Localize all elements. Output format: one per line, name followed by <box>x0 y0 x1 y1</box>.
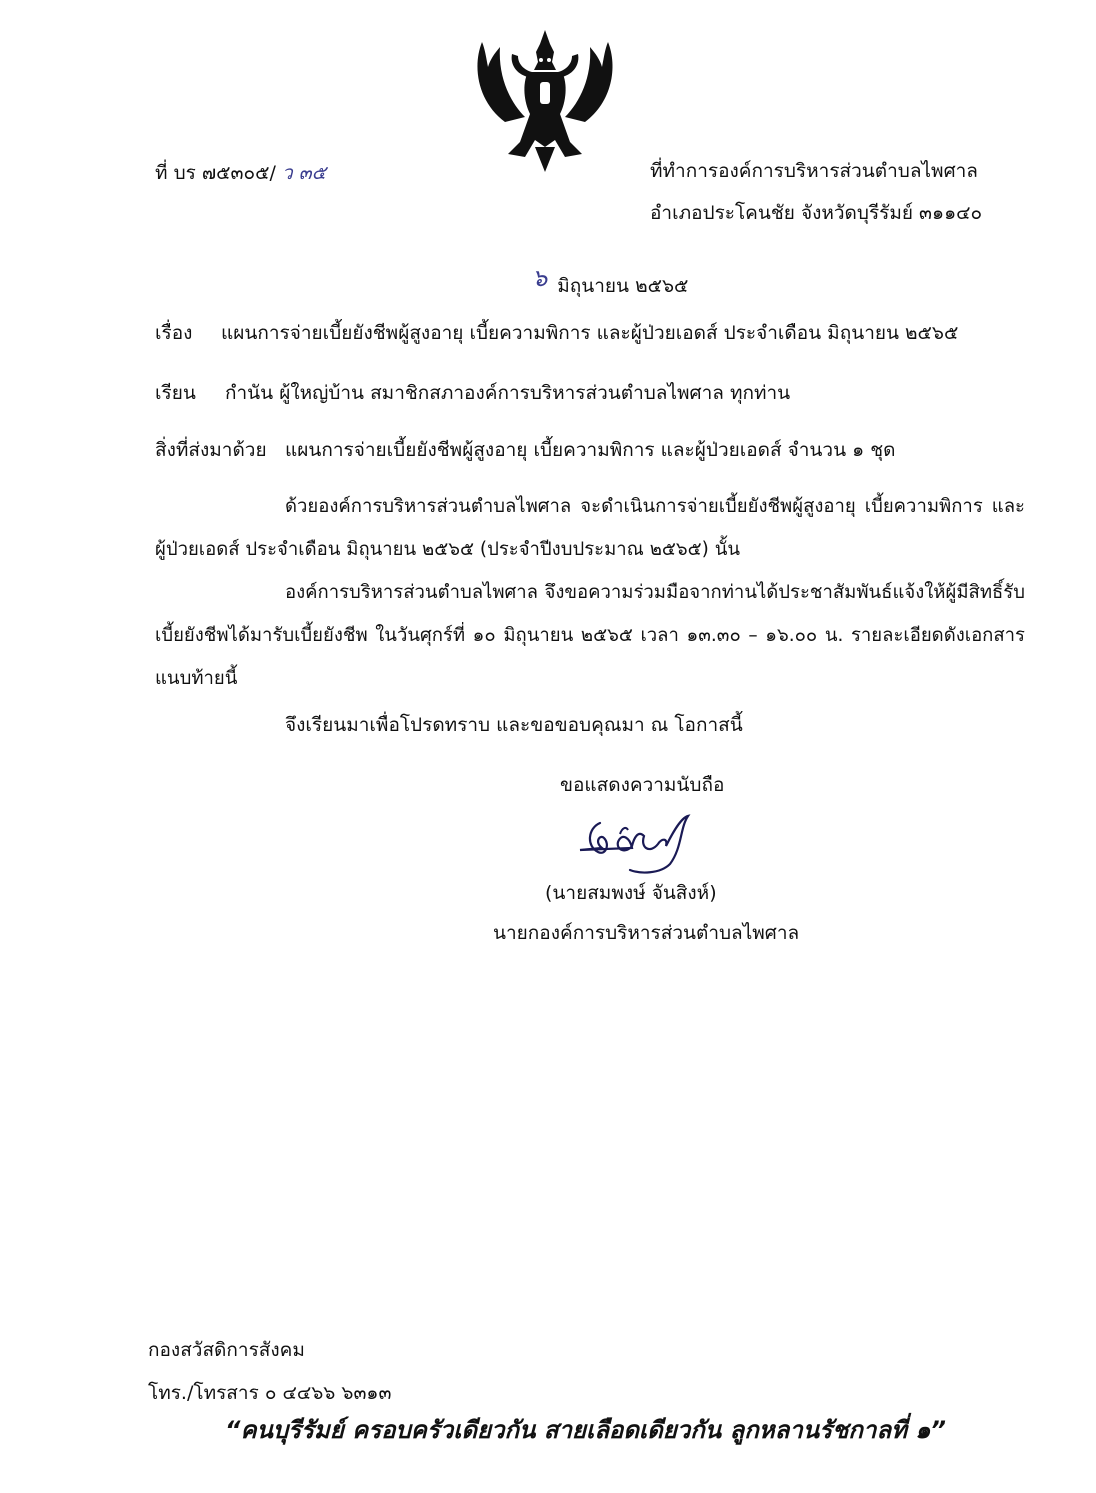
body-paragraph-2: องค์การบริหารส่วนตำบลไพศาล จึงขอความร่วมมือจากท่านได้ประชาสัมพันธ์แจ้งให้ผู้มีสิทธิ์รับเบี้ยยังชีพได้มารับเบี้ยยังชีพ ในวันศุกร์ที่ ๑๐ มิถุนายน ๒๕๖๕ เวลา ๑๓.๓๐ – ๑๖.๐๐ น. รายละเอียดดังเอกสารแนบท้ายนี้ <box>155 582 1025 689</box>
enclosure-label: สิ่งที่ส่งมาด้วย <box>155 439 267 461</box>
recipient-line <box>155 378 790 408</box>
footer-department: กองสวัสดิการสังคม <box>148 1339 305 1361</box>
reference-number-printed: ที่ บร ๗๕๓๐๕/ <box>155 162 276 184</box>
office-address-line1: ที่ทำการองค์การบริหารส่วนตำบลไพศาล <box>650 160 978 182</box>
reference-number-handwritten: ว ๓๕ <box>281 162 327 184</box>
body-paragraph-1: ด้วยองค์การบริหารส่วนตำบลไพศาล จะดำเนินการจ่ายเบี้ยยังชีพผู้สูงอายุ เบี้ยความพิการ และผู้ป่วยเอดส์ ประจำเดือน มิถุนายน ๒๕๖๕ (ประจำปีงบประมาณ ๒๕๖๕) นั้น <box>155 496 1025 560</box>
regards-text: ขอแสดงความนับถือ <box>560 774 725 796</box>
subject-label: เรื่อง <box>155 322 193 344</box>
closing-sentence: จึงเรียนมาเพื่อโปรดทราบ และขอขอบคุณมา ณ โอกาสนี้ <box>285 714 743 736</box>
garuda-emblem <box>470 22 620 177</box>
signatory-name: (นายสมพงษ์ จันสิงห์) <box>545 882 717 904</box>
date-month-year: มิถุนายน ๒๕๖๕ <box>557 275 689 297</box>
footer-phone: โทร./โทรสาร ๐ ๔๔๖๖ ๖๓๑๓ <box>148 1382 392 1404</box>
handwritten-signature <box>570 808 700 880</box>
subject-text: แผนการจ่ายเบี้ยยังชีพผู้สูงอายุ เบี้ยความพิการ และผู้ป่วยเอดส์ ประจำเดือน มิถุนายน ๒๕๖๕ <box>221 322 959 344</box>
recipient-text: กำนัน ผู้ใหญ่บ้าน สมาชิกสภาองค์การบริหารส่วนตำบลไพศาล ทุกท่าน <box>225 382 791 404</box>
footer-motto: “คนบุรีรัมย์ ครอบครัวเดียวกัน สายเลือดเดียวกัน ลูกหลานรัชกาลที่ ๑” <box>225 1416 946 1444</box>
letter-date <box>532 258 688 301</box>
subject-line <box>155 318 958 348</box>
date-day-handwritten: ๖ <box>532 264 548 292</box>
signatory-title: นายกองค์การบริหารส่วนตำบลไพศาล <box>493 922 800 944</box>
office-address-line2: อำเภอประโคนชัย จังหวัดบุรีรัมย์ ๓๑๑๔๐ <box>650 202 983 224</box>
recipient-label: เรียน <box>155 382 196 404</box>
enclosure-text: แผนการจ่ายเบี้ยยังชีพผู้สูงอายุ เบี้ยความพิการ และผู้ป่วยเอดส์ จำนวน ๑ ชุด <box>285 439 896 461</box>
enclosure-line <box>155 435 895 465</box>
reference-number <box>155 158 326 188</box>
